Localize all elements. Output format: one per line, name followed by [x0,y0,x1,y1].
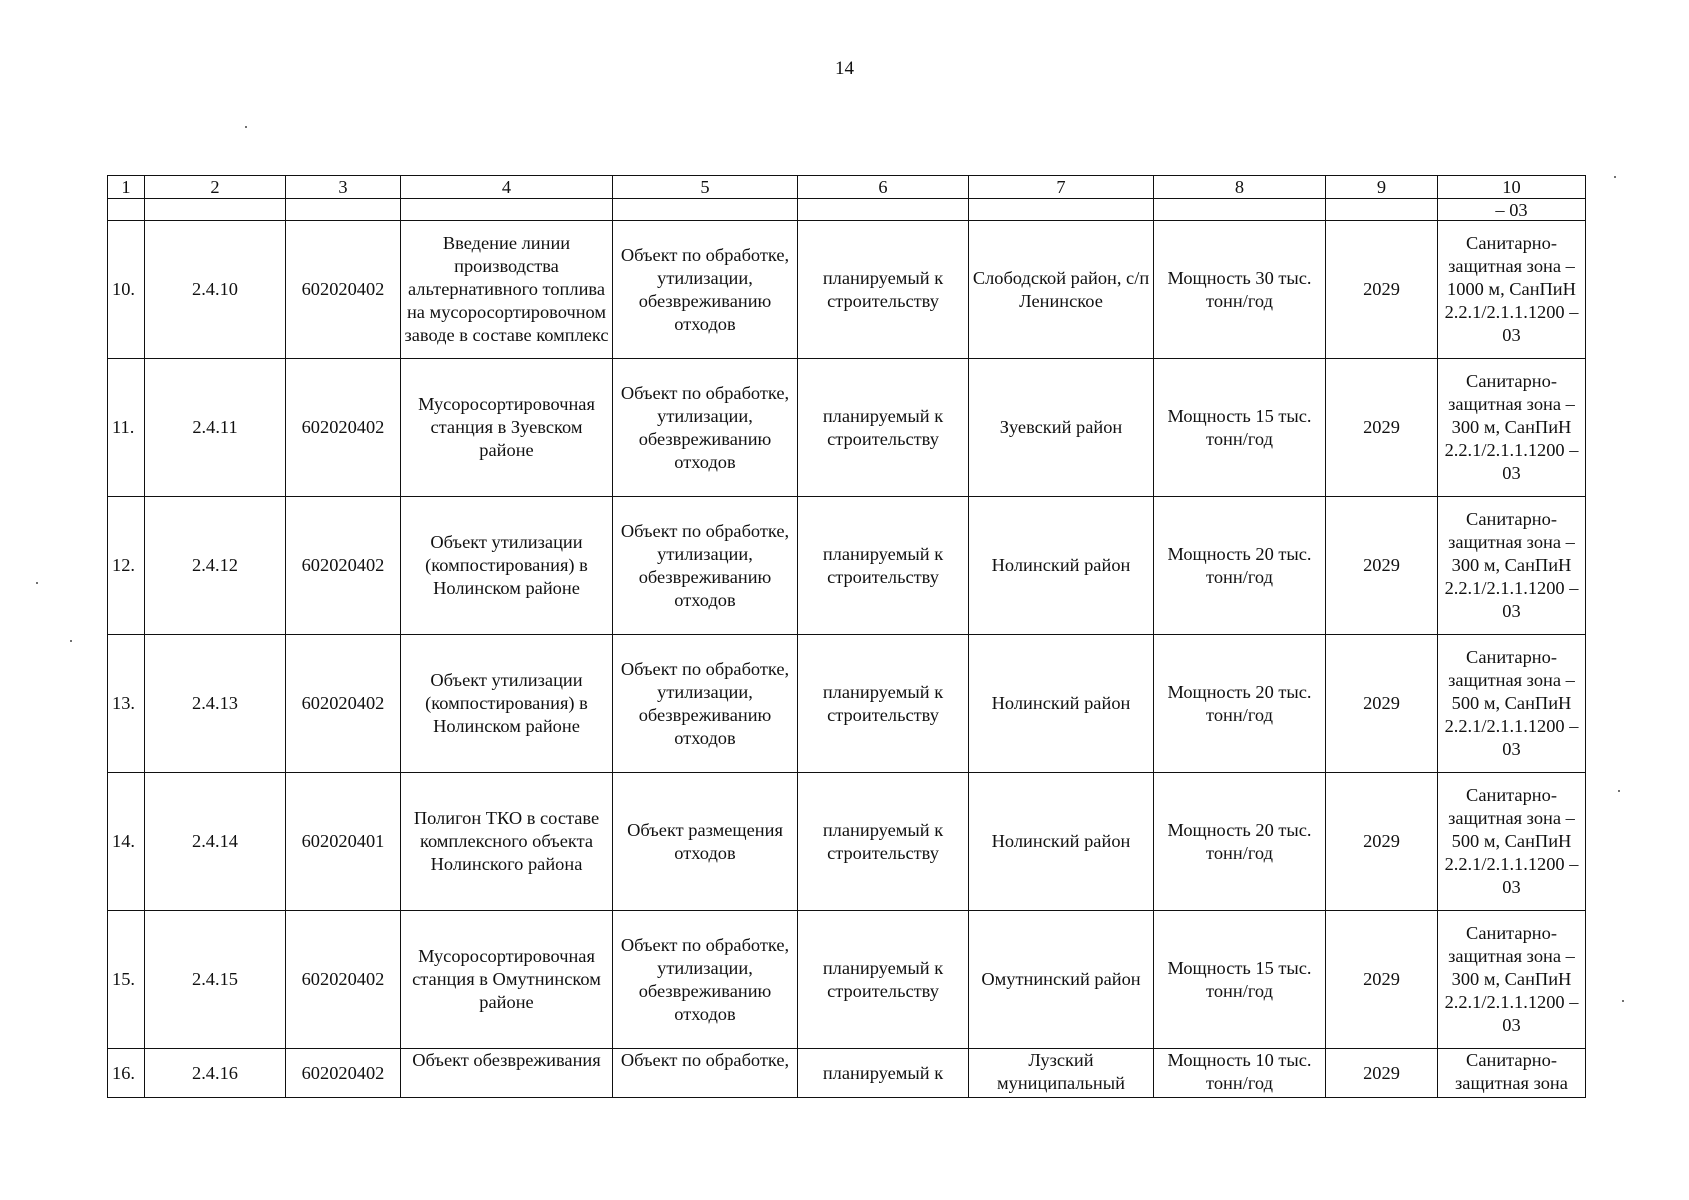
row-zone: Санитарно-защитная зона [1438,1049,1586,1098]
column-number: 8 [1154,176,1326,199]
row-name: Объект утилизации (компостирования) в Нолинском районе [401,497,613,635]
row-number: 13. [108,635,145,773]
row-zone: Санитарно-защитная зона –300 м, СанПиН 2.2.1/2.1.1.1200 – 03 [1438,911,1586,1049]
row-number: 16. [108,1049,145,1098]
row-type: Объект по обработке, [613,1049,798,1098]
row-capacity: Мощность 20 тыс. тонн/год [1154,497,1326,635]
table-cell [1326,199,1438,221]
column-number: 10 [1438,176,1586,199]
column-number: 5 [613,176,798,199]
row-code: 2.4.12 [145,497,286,635]
row-type: Объект по обработке, утилизации, обезвреживанию отходов [613,635,798,773]
row-capacity: Мощность 10 тыс. тонн/год [1154,1049,1326,1098]
row-name: Объект обезвреживания [401,1049,613,1098]
row-location: Омутнинский район [969,911,1154,1049]
row-number: 14. [108,773,145,911]
row-location: Зуевский район [969,359,1154,497]
table-cell [969,199,1154,221]
row-zone: Санитарно-защитная зона – 300 м, СанПиН 2.2.1/2.1.1.1200 – 03 [1438,359,1586,497]
continuation-text: – 03 [1438,199,1586,221]
row-status: планируемый к строительству [798,221,969,359]
table-row [108,911,1586,1049]
row-year: 2029 [1326,497,1438,635]
row-code: 2.4.16 [145,1049,286,1098]
table-cell [1154,199,1326,221]
row-code: 2.4.11 [145,359,286,497]
row-year: 2029 [1326,221,1438,359]
column-number: 9 [1326,176,1438,199]
row-type: Объект по обработке, утилизации, обезвреживанию отходов [613,497,798,635]
row-okved: 602020401 [286,773,401,911]
row-type: Объект по обработке, утилизации, обезвреживанию отходов [613,221,798,359]
row-zone: Санитарно-защитная зона – 500 м, СанПиН 2.2.1/2.1.1.1200 – 03 [1438,635,1586,773]
scan-speck [1618,790,1620,792]
row-year: 2029 [1326,359,1438,497]
row-location: Нолинский район [969,773,1154,911]
table-row [108,773,1586,911]
row-number: 10. [108,221,145,359]
table-cell [145,199,286,221]
row-type: Объект по обработке, утилизации, обезвреживанию отходов [613,359,798,497]
row-okved: 602020402 [286,635,401,773]
row-capacity: Мощность 20 тыс. тонн/год [1154,773,1326,911]
row-location: Нолинский район [969,635,1154,773]
row-type: Объект размещения отходов [613,773,798,911]
scan-speck [1622,1000,1624,1002]
row-zone: Санитарно-защитная зона – 500 м, СанПиН 2.2.1/2.1.1.1200 – 03 [1438,773,1586,911]
row-type: Объект по обработке, утилизации, обезвреживанию отходов [613,911,798,1049]
column-number: 2 [145,176,286,199]
row-name: Введение линии производства альтернативного топлива на мусоросортировочном заводе в составе комплекс [401,221,613,359]
row-code: 2.4.10 [145,221,286,359]
row-okved: 602020402 [286,359,401,497]
row-name: Объект утилизации (компостирования) в Нолинском районе [401,635,613,773]
row-location: Нолинский район [969,497,1154,635]
row-capacity: Мощность 15 тыс. тонн/год [1154,911,1326,1049]
row-capacity: Мощность 15 тыс. тонн/год [1154,359,1326,497]
row-okved: 602020402 [286,221,401,359]
table-row [108,221,1586,359]
scan-speck [245,126,247,128]
row-number: 15. [108,911,145,1049]
row-name: Мусоросортировочная станция в Омутнинском районе [401,911,613,1049]
table-cell [798,199,969,221]
scan-speck [70,640,72,642]
row-year: 2029 [1326,1049,1438,1098]
table-cell [401,199,613,221]
page-number: 14 [835,58,854,79]
row-name: Мусоросортировочная станция в Зуевском районе [401,359,613,497]
column-number: 4 [401,176,613,199]
column-number: 1 [108,176,145,199]
row-status: планируемый к [798,1049,969,1098]
table-row [108,359,1586,497]
row-capacity: Мощность 20 тыс. тонн/год [1154,635,1326,773]
row-location: Слободской район, с/п Ленинское [969,221,1154,359]
row-number: 12. [108,497,145,635]
scan-speck [36,582,38,584]
row-status: планируемый к строительству [798,773,969,911]
scan-speck [1614,176,1616,178]
column-number: 3 [286,176,401,199]
row-number: 11. [108,359,145,497]
table-row [108,635,1586,773]
table-cell [613,199,798,221]
continuation-row [108,199,1586,221]
column-number: 7 [969,176,1154,199]
row-okved: 602020402 [286,911,401,1049]
row-code: 2.4.13 [145,635,286,773]
table-cell [286,199,401,221]
table-row [108,497,1586,635]
table-cell [108,199,145,221]
row-okved: 602020402 [286,497,401,635]
row-code: 2.4.14 [145,773,286,911]
row-okved: 602020402 [286,1049,401,1098]
row-year: 2029 [1326,911,1438,1049]
column-number-row [108,176,1586,199]
row-status: планируемый к строительству [798,911,969,1049]
row-status: планируемый к строительству [798,359,969,497]
row-zone: Санитарно-защитная зона – 300 м, СанПиН 2.2.1/2.1.1.1200 – 03 [1438,497,1586,635]
row-location: Лузский муниципальный [969,1049,1154,1098]
column-number: 6 [798,176,969,199]
row-name: Полигон ТКО в составе комплексного объекта Нолинского района [401,773,613,911]
table-row [108,1049,1586,1098]
row-capacity: Мощность 30 тыс. тонн/год [1154,221,1326,359]
objects-table [107,175,1586,1098]
row-status: планируемый к строительству [798,635,969,773]
row-zone: Санитарно-защитная зона – 1000 м, СанПиН 2.2.1/2.1.1.1200 – 03 [1438,221,1586,359]
row-code: 2.4.15 [145,911,286,1049]
row-status: планируемый к строительству [798,497,969,635]
row-year: 2029 [1326,635,1438,773]
row-year: 2029 [1326,773,1438,911]
